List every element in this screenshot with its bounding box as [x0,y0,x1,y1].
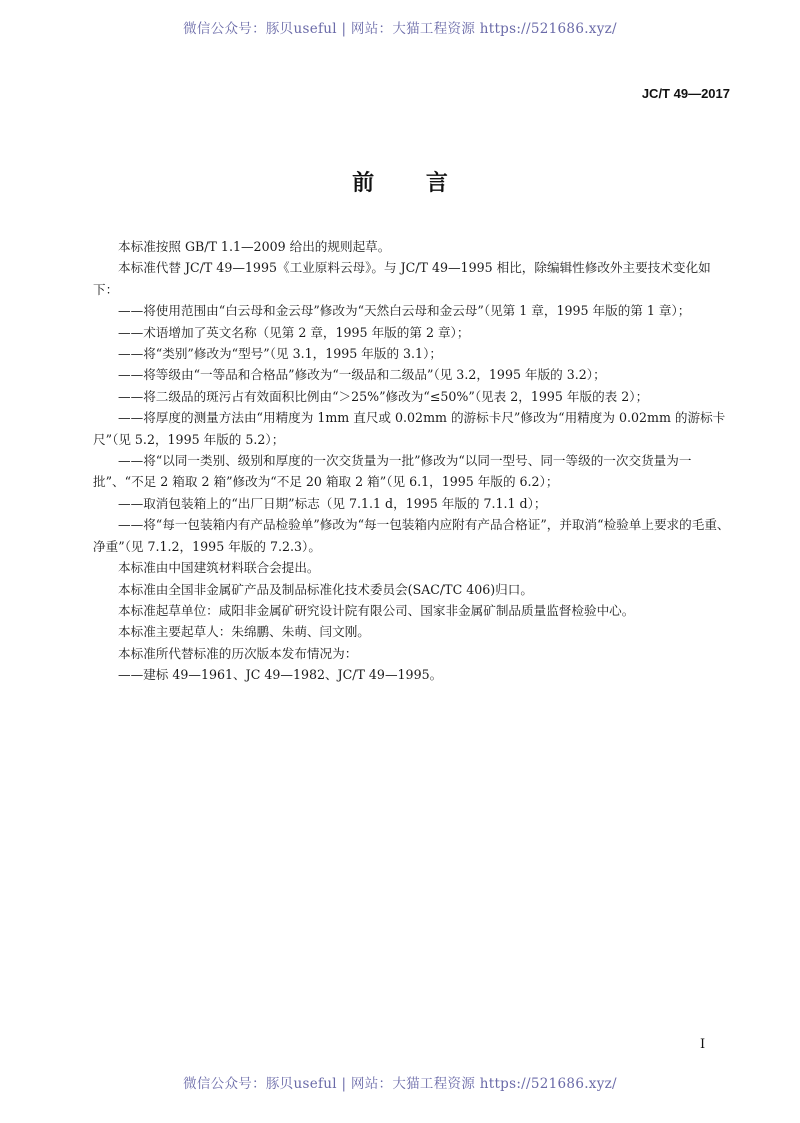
foreword-body [93,236,731,686]
history-item-versions: ——建标 49—1961、JC 49—1982、JC/T 49—1995。 [118,667,443,683]
change-item-type: ——将“类别”修改为“型号”（见 3.1，1995 年版的 3.1）； [118,346,442,362]
watermark-bottom: 微信公众号：豚贝useful | 网站：大猫工程资源 https://521686.xyz/ [183,1076,617,1092]
page-number: I [700,1037,706,1052]
paragraph-drafters: 本标准主要起草人：朱绵鹏、朱萌、闫文刚。 [118,624,370,640]
change-item-stain: ——将二级品的斑污占有效面积比例由“＞25%”修改为“≤50%”（见表 2，1995 年版的表 2）； [118,388,649,404]
watermark-top: 微信公众号：豚贝useful | 网站：大猫工程资源 https://521686.xyz/ [183,21,617,37]
change-item-thickness: ——将厚度的测量方法由“用精度为 1mm 直尺或 0.02mm 的游标卡尺”修改为“用精度为 0.02mm 的游标卡尺”（见 5.2，1995 年版的 5.2）； [93,410,726,447]
change-item-date-mark: ——取消包装箱上的“出厂日期”标志（见 7.1.1 d，1995 年版的 7.1.1 d）； [118,495,547,511]
paragraph-committee: 本标准由全国非金属矿产品及制品标准化技术委员会(SAC/TC 406)归口。 [118,581,533,597]
paragraph-replacement: 本标准代替 JC/T 49—1995《工业原料云母》。与 JC/T 49—1995 相比，除编辑性修改外主要技术变化如下： [93,260,711,297]
paragraph-drafting-units: 本标准起草单位：咸阳非金属矿研究设计院有限公司、国家非金属矿制品质量监督检验中心。 [118,602,635,618]
change-item-batch: ——将“以同一类别、级别和厚度的一次交货量为一批”修改为“以同一型号、同一等级的一次交货量为一批”、“不足 2 箱取 2 箱”修改为“不足 20 箱取 2 箱”（见 6.1，1995 年版的 6.2）； [93,453,692,490]
paragraph-drafting-rules: 本标准按照 GB/T 1.1—2009 给出的规则起草。 [118,239,391,254]
change-item-terms: ——术语增加了英文名称（见第 2 章，1995 年版的第 2 章）； [118,324,470,340]
change-item-grade: ——将等级由“一等品和合格品”修改为“一级品和二级品”（见 3.2，1995 年版的 3.2）； [118,367,606,383]
change-item-scope: ——将使用范围由“白云母和金云母”修改为“天然白云母和金云母”（见第 1 章，1995 年版的第 1 章）； [118,303,691,319]
change-item-inspection: ——将“每一包装箱内有产品检验单”修改为“每一包装箱内应附有产品合格证”，并取消“检验单上要求的毛重、净重”（见 7.1.2，1995 年版的 7.2.3）。 [93,517,730,554]
page-title: 前 言 [352,170,470,196]
standard-code: JC/T 49—2017 [641,86,730,101]
paragraph-proposer: 本标准由中国建筑材料联合会提出。 [118,560,320,576]
paragraph-history-intro: 本标准所代替标准的历次版本发布情况为： [118,645,358,661]
